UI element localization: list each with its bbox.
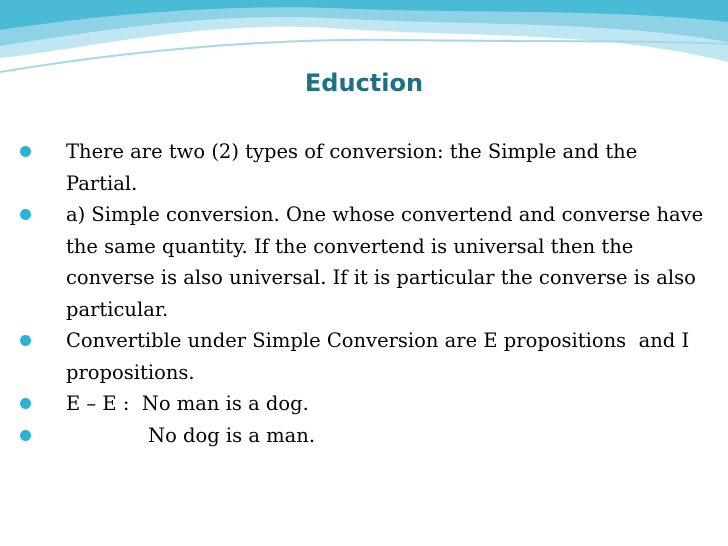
bullet-dot-icon [20,430,31,441]
bullet-text: There are two (2) types of conversion: the Simple and the Partial. [66,140,638,195]
list-item [20,199,710,325]
bullet-text: No dog is a man. [148,423,316,447]
bullet-list [20,136,710,451]
list-item [20,136,710,199]
bullet-dot-icon [20,209,31,220]
list-item [20,420,710,452]
list-item [20,325,710,388]
bullet-text: a) Simple conversion. One whose convertend and converse have the same quantity. If the convertend is universal then the converse is also universal. If it is particular the converse is also particular. [66,203,704,321]
bullet-text: Convertible under Simple Conversion are E propositions and I propositions. [66,329,696,384]
list-item [20,388,710,420]
bullet-dot-icon [20,335,31,346]
slide-title: Eduction [304,69,424,97]
bullet-dot-icon [20,398,31,409]
bullet-dot-icon [20,146,31,157]
bullet-text: E – E : No man is a dog. [66,392,309,415]
